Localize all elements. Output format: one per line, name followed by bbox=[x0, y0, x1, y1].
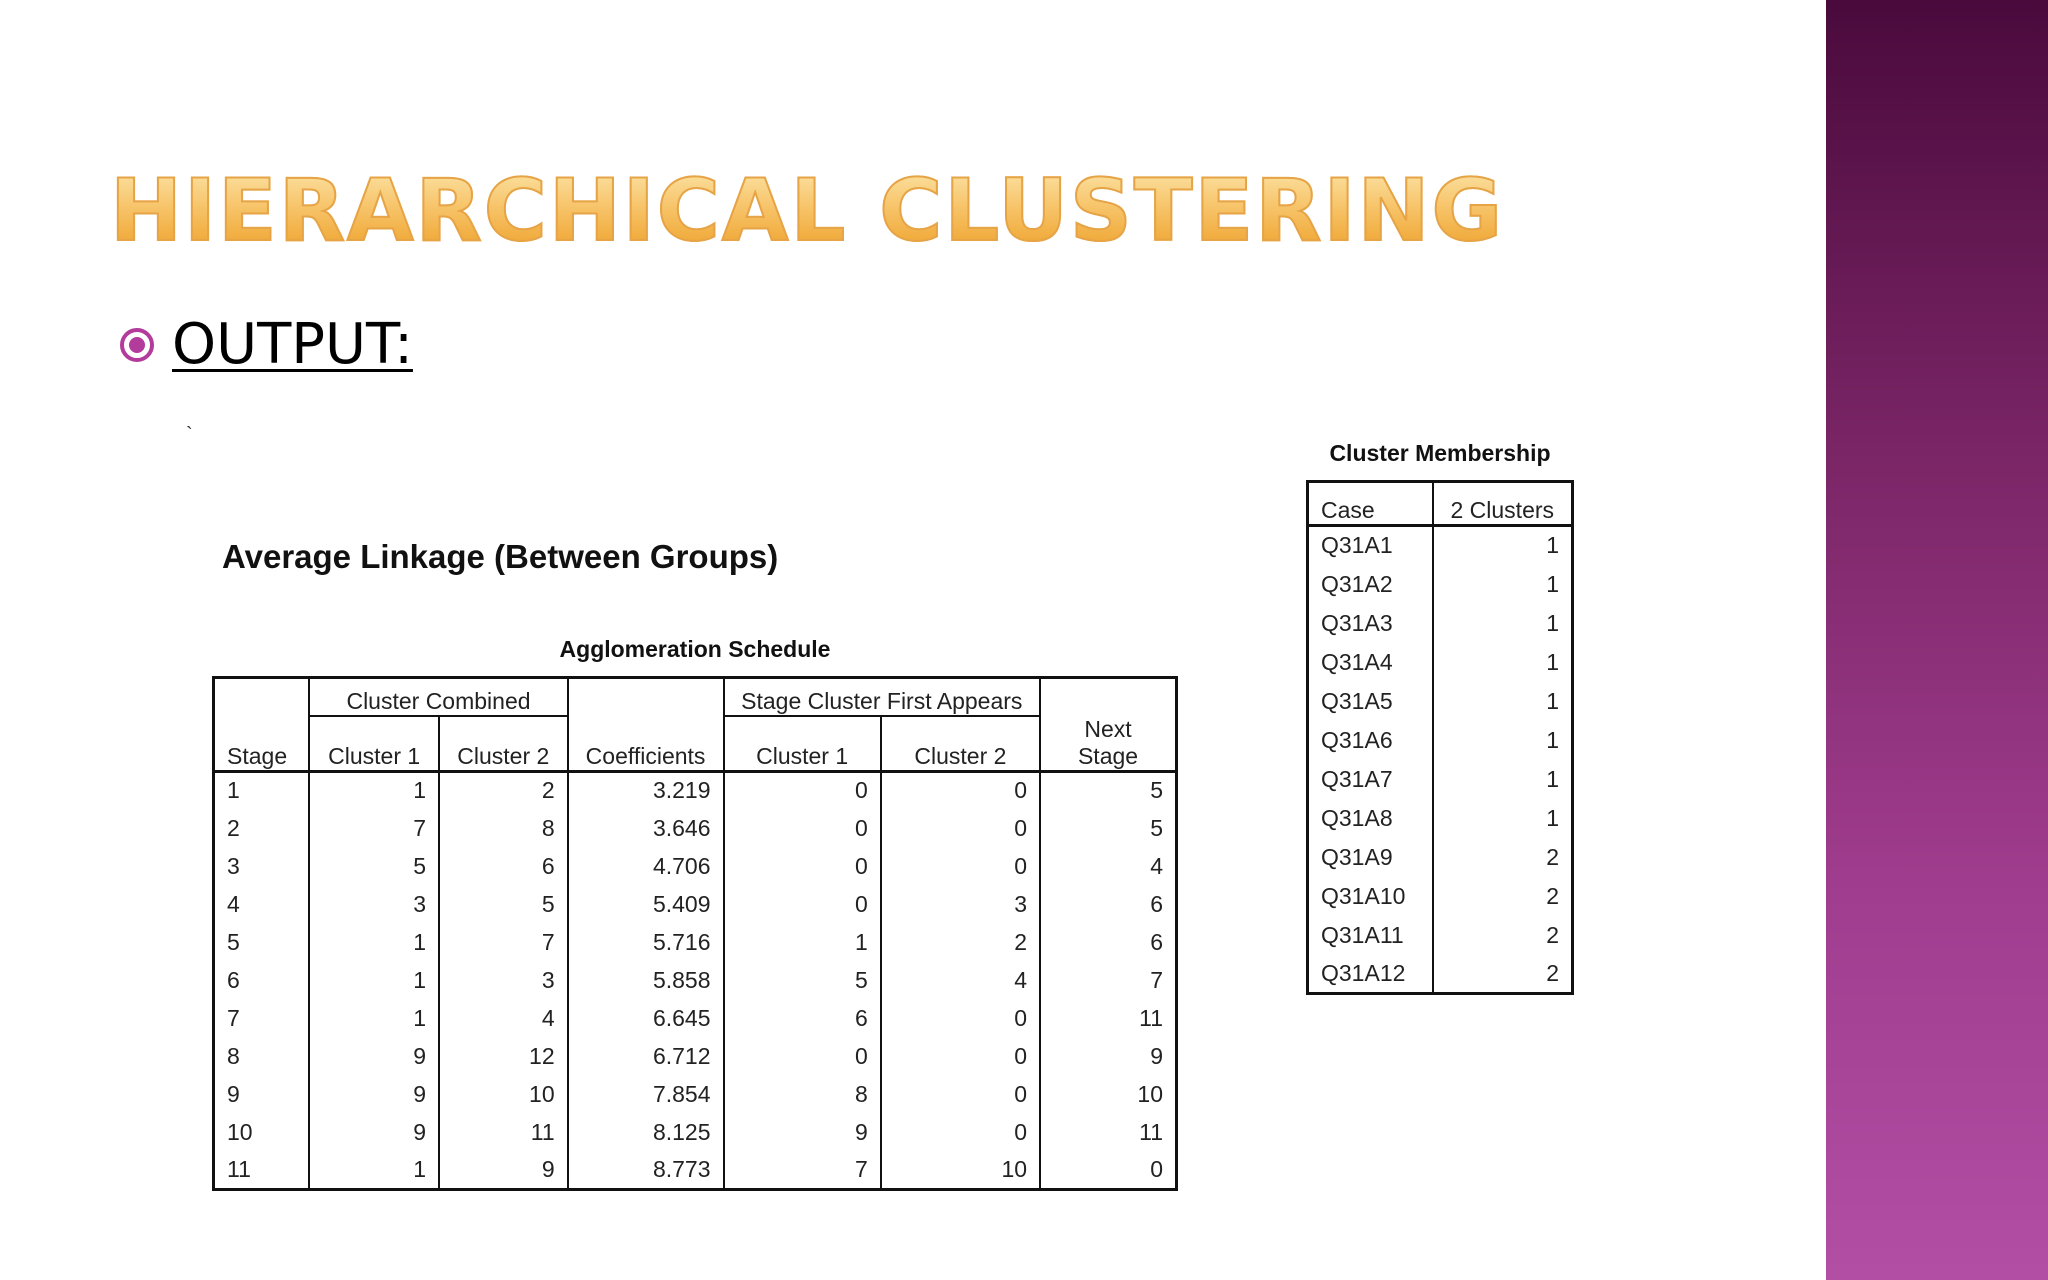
table-cell: 0 bbox=[881, 1037, 1040, 1075]
table-cell: 1 bbox=[309, 1151, 439, 1189]
table-cell: 7 bbox=[309, 809, 439, 847]
table-cell: 4 bbox=[1150, 852, 1163, 879]
table-cell: 11 bbox=[1139, 1004, 1163, 1031]
table-cell: Q31A1 bbox=[1308, 526, 1433, 565]
table-cell: 0 bbox=[724, 809, 881, 847]
table-cell: 6 bbox=[1150, 928, 1163, 955]
table-cell: 3 bbox=[881, 885, 1040, 923]
table-cell: 0 bbox=[881, 771, 1040, 809]
table-row bbox=[1308, 760, 1573, 799]
table-cell: Q31A12 bbox=[1308, 955, 1433, 994]
table-cell: 0 bbox=[724, 1037, 881, 1075]
table-cell: 2 bbox=[214, 809, 310, 847]
table-cell: 11 bbox=[214, 1151, 310, 1189]
table-cell: 0 bbox=[1150, 1155, 1163, 1182]
table-row bbox=[214, 847, 1177, 885]
header-fa-cluster-2: Cluster 2 bbox=[881, 716, 1040, 772]
table-cell: Q31A2 bbox=[1308, 565, 1433, 604]
table-cell: 10 bbox=[439, 1075, 568, 1113]
decorative-side-band bbox=[1826, 0, 2048, 1280]
table-cell: 2 bbox=[1546, 959, 1559, 986]
table-row bbox=[214, 809, 1177, 847]
cluster-membership-table bbox=[1306, 480, 1574, 995]
table-cell: 7 bbox=[1150, 966, 1163, 993]
table-cell: Q31A9 bbox=[1308, 838, 1433, 877]
header-row-columns bbox=[214, 716, 1177, 772]
header-next-stage: Next Stage bbox=[1040, 716, 1176, 772]
table-cell: 5 bbox=[724, 961, 881, 999]
table-cell: 1 bbox=[309, 999, 439, 1037]
table-cell: 6.712 bbox=[568, 1037, 724, 1075]
table-cell: 5 bbox=[309, 847, 439, 885]
table-cell: 3 bbox=[439, 961, 568, 999]
table-cell: 1 bbox=[1546, 687, 1559, 714]
table-cell: 0 bbox=[724, 771, 881, 809]
table-cell: Q31A3 bbox=[1308, 604, 1433, 643]
table-cell: 4 bbox=[214, 885, 310, 923]
table-cell: 8.773 bbox=[568, 1151, 724, 1189]
table-row bbox=[214, 1037, 1177, 1075]
table-cell: 6 bbox=[439, 847, 568, 885]
table-cell: 11 bbox=[439, 1113, 568, 1151]
header-empty-coefficients bbox=[568, 678, 724, 716]
table-cell: 3.219 bbox=[568, 771, 724, 809]
table-row bbox=[1308, 838, 1573, 877]
table-cell: 11 bbox=[1139, 1118, 1163, 1145]
schedule-body bbox=[214, 771, 1177, 1189]
table-cell: 7 bbox=[724, 1151, 881, 1189]
table-cell: Q31A6 bbox=[1308, 721, 1433, 760]
table-cell: 1 bbox=[309, 961, 439, 999]
table-cell: 0 bbox=[881, 1113, 1040, 1151]
table-cell: 1 bbox=[724, 923, 881, 961]
table-cell: 8 bbox=[439, 809, 568, 847]
circle-bullet-icon bbox=[120, 328, 154, 362]
bullet-output bbox=[120, 312, 413, 377]
table-row bbox=[1308, 565, 1573, 604]
table-cell: 10 bbox=[1137, 1080, 1163, 1107]
header-coefficients: Coefficients bbox=[568, 716, 724, 772]
table-cell: 2 bbox=[439, 771, 568, 809]
table-cell: 9 bbox=[724, 1113, 881, 1151]
table-cell: 9 bbox=[1150, 1042, 1163, 1069]
table-cell: 4 bbox=[881, 961, 1040, 999]
header-cluster-2: Cluster 2 bbox=[439, 716, 568, 772]
table-row bbox=[214, 1075, 1177, 1113]
table-cell: 9 bbox=[309, 1075, 439, 1113]
table-cell: 1 bbox=[1546, 532, 1559, 559]
membership-header-row bbox=[1308, 482, 1573, 526]
table-cell: 3 bbox=[309, 885, 439, 923]
table-cell: 7 bbox=[439, 923, 568, 961]
header-2-clusters: 2 Clusters bbox=[1433, 482, 1573, 526]
table-cell: 9 bbox=[309, 1037, 439, 1075]
membership-body bbox=[1308, 526, 1573, 994]
table-cell: 5.409 bbox=[568, 885, 724, 923]
table-cell: 1 bbox=[309, 771, 439, 809]
table-cell: 1 bbox=[1546, 765, 1559, 792]
header-row-group bbox=[214, 678, 1177, 716]
bullet-text: OUTPUT: bbox=[172, 312, 413, 377]
table-cell: 6 bbox=[1150, 890, 1163, 917]
table-cell: 7 bbox=[214, 999, 310, 1037]
stray-tick-mark: ` bbox=[186, 424, 193, 446]
table-row bbox=[214, 1113, 1177, 1151]
table-cell: 7.854 bbox=[568, 1075, 724, 1113]
header-cluster-1: Cluster 1 bbox=[309, 716, 439, 772]
header-fa-cluster-1: Cluster 1 bbox=[724, 716, 881, 772]
table-cell: Q31A11 bbox=[1308, 916, 1433, 955]
table-cell: 8 bbox=[724, 1075, 881, 1113]
table-cell: 0 bbox=[881, 809, 1040, 847]
table-cell: 3.646 bbox=[568, 809, 724, 847]
table-cell: 6 bbox=[724, 999, 881, 1037]
table-row bbox=[214, 771, 1177, 809]
table-cell: 1 bbox=[1546, 726, 1559, 753]
table-row bbox=[1308, 799, 1573, 838]
table-cell: 2 bbox=[1546, 843, 1559, 870]
table-cell: 1 bbox=[309, 923, 439, 961]
table-cell: 6.645 bbox=[568, 999, 724, 1037]
table-cell: 9 bbox=[439, 1151, 568, 1189]
table-cell: 5 bbox=[439, 885, 568, 923]
table-cell: 5 bbox=[214, 923, 310, 961]
table-cell: 8 bbox=[214, 1037, 310, 1075]
table-cell: 2 bbox=[1546, 921, 1559, 948]
table-cell: 5 bbox=[1150, 814, 1163, 841]
table-cell: 1 bbox=[1546, 609, 1559, 636]
header-cluster-combined: Cluster Combined bbox=[309, 678, 567, 716]
table-cell: 3 bbox=[214, 847, 310, 885]
header-empty-next bbox=[1040, 678, 1176, 716]
table-row bbox=[214, 961, 1177, 999]
table-row bbox=[214, 999, 1177, 1037]
table-row bbox=[1308, 643, 1573, 682]
table-row bbox=[214, 1151, 1177, 1189]
table-cell: 1 bbox=[1546, 804, 1559, 831]
table-row bbox=[1308, 916, 1573, 955]
table-row bbox=[1308, 721, 1573, 760]
table-row bbox=[214, 923, 1177, 961]
table-cell: 5.858 bbox=[568, 961, 724, 999]
table-row bbox=[1308, 877, 1573, 916]
table-cell: 1 bbox=[1546, 648, 1559, 675]
table-cell: 2 bbox=[1546, 882, 1559, 909]
table-cell: 10 bbox=[881, 1151, 1040, 1189]
table-cell: 5 bbox=[1150, 777, 1163, 804]
table-cell: 4 bbox=[439, 999, 568, 1037]
table-row bbox=[1308, 604, 1573, 643]
schedule-caption: Agglomeration Schedule bbox=[559, 636, 831, 662]
header-case: Case bbox=[1308, 482, 1433, 526]
table-row bbox=[214, 885, 1177, 923]
table-row bbox=[1308, 955, 1573, 994]
table-cell: 0 bbox=[881, 999, 1040, 1037]
table-cell: 5.716 bbox=[568, 923, 724, 961]
table-cell: Q31A5 bbox=[1308, 682, 1433, 721]
agglomeration-schedule-table bbox=[212, 676, 1178, 1191]
table-cell: 8.125 bbox=[568, 1113, 724, 1151]
table-cell: 1 bbox=[1546, 570, 1559, 597]
header-stage: Stage bbox=[214, 716, 310, 772]
table-cell: 10 bbox=[214, 1113, 310, 1151]
header-first-appears: Stage Cluster First Appears bbox=[724, 678, 1041, 716]
table-cell: 9 bbox=[309, 1113, 439, 1151]
table-cell: Q31A10 bbox=[1308, 877, 1433, 916]
table-cell: 12 bbox=[439, 1037, 568, 1075]
table-cell: 2 bbox=[881, 923, 1040, 961]
slide-title: HIERARCHICAL CLUSTERING bbox=[110, 161, 1505, 261]
analysis-heading: Average Linkage (Between Groups) bbox=[222, 538, 779, 575]
table-cell: Q31A8 bbox=[1308, 799, 1433, 838]
table-row bbox=[1308, 682, 1573, 721]
table-cell: 9 bbox=[214, 1075, 310, 1113]
table-cell: 0 bbox=[724, 847, 881, 885]
table-cell: 0 bbox=[881, 1075, 1040, 1113]
table-cell: 6 bbox=[214, 961, 310, 999]
table-cell: 1 bbox=[214, 771, 310, 809]
table-cell: Q31A7 bbox=[1308, 760, 1433, 799]
membership-caption: Cluster Membership bbox=[1329, 440, 1551, 466]
table-cell: 0 bbox=[881, 847, 1040, 885]
table-row bbox=[1308, 526, 1573, 565]
table-cell: Q31A4 bbox=[1308, 643, 1433, 682]
table-cell: 0 bbox=[724, 885, 881, 923]
header-empty-stage bbox=[214, 678, 310, 716]
table-cell: 4.706 bbox=[568, 847, 724, 885]
